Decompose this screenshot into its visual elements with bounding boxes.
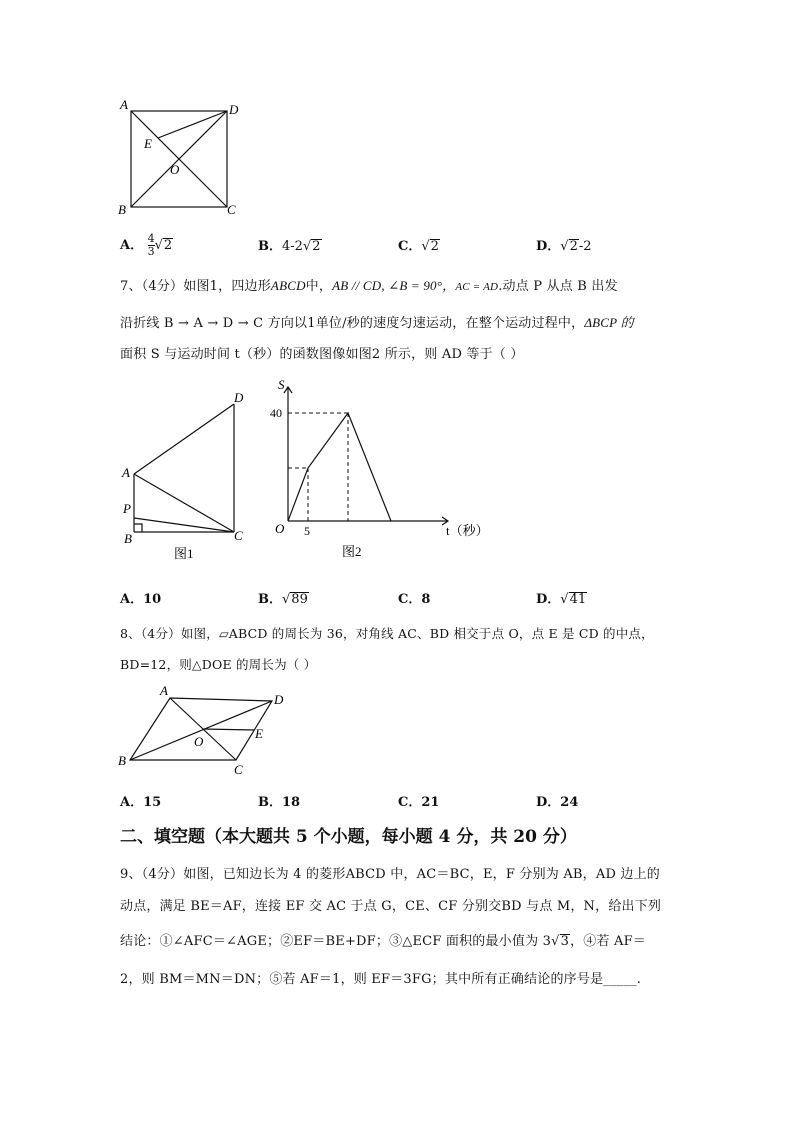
- q9-line-4: 2，则 BM＝MN＝DN；⑤若 AF＝1，则 EF＝3FG；其中所有正确结论的序号是_____.: [120, 972, 642, 987]
- q8-line-1: 8、（4分）如图，▱ABCD 的周长为 36，对角线 AC、BD 相交于点 O，点 E 是 CD 的中点，: [120, 626, 654, 641]
- q9-line-1: 9、（4分）如图，已知边长为 4 的菱形ABCD 中，AC＝BC，E，F 分别为 AB，AD 边上的: [120, 867, 660, 882]
- q8-label-a: A: [160, 683, 168, 698]
- section-2-title: 二、填空题（本大题共 5 个小题，每小题 4 分，共 20 分）: [120, 827, 577, 847]
- q8-option-d[interactable]: D．24: [536, 795, 579, 810]
- fig1-label-b: B: [124, 531, 132, 546]
- fig1-label-p: P: [123, 501, 131, 516]
- figure-2-graph: [270, 375, 490, 565]
- q8-label-b: B: [118, 753, 126, 768]
- label-c: C: [227, 202, 236, 217]
- q6-option-c[interactable]: C．√2: [398, 239, 439, 254]
- fig1-label-a: A: [122, 465, 130, 480]
- figure-square-abcd: [110, 90, 260, 220]
- q8-label-d: D: [274, 692, 284, 707]
- fig1-label-c: C: [234, 528, 243, 543]
- figure-parallelogram: [110, 680, 300, 780]
- q7-option-d[interactable]: D．√41: [536, 592, 587, 607]
- q9-line-2: 动点，满足 BE＝AF，连接 EF 交 AC 于点 G，CE、CF 分别交BD 与点 M，N，给出下列: [120, 899, 662, 914]
- q8-label-c: C: [234, 762, 243, 777]
- q6-option-d[interactable]: D．√2-2: [536, 239, 592, 254]
- fig1-label-d: D: [234, 390, 244, 405]
- q8-option-b[interactable]: B．18: [258, 795, 301, 810]
- q6-option-a[interactable]: A． $\frac{4}{3}$ √2: [120, 232, 173, 258]
- fig2-y-label: S: [278, 377, 285, 392]
- q8-option-a[interactable]: A．15: [120, 795, 162, 810]
- q7-line-2: 沿折线 B → A → D → C 方向以1单位/秒的速度匀速运动，在整个运动过程中，ΔBCP 的: [120, 315, 634, 331]
- fig2-x-label: t（秒）: [446, 523, 489, 538]
- fraction: $\frac{4}{3}$: [147, 232, 155, 258]
- q7-option-a[interactable]: A．10: [120, 592, 162, 607]
- q7-option-b[interactable]: B．√89: [258, 592, 308, 607]
- label-d: D: [229, 102, 239, 117]
- q8-label-o: O: [194, 734, 204, 749]
- q8-option-c[interactable]: C．21: [398, 795, 440, 810]
- q7-line-3: 面积 S 与运动时间 t（秒）的函数图像如图2 所示，则 AD 等于（ ）: [120, 347, 524, 362]
- fig2-origin: O: [275, 521, 285, 536]
- fig2-y-tick-40: 40: [270, 406, 282, 420]
- q9-line-3: 结论：①∠AFC＝∠AGE；②EF＝BE+DF；③△ECF 面积的最小值为 3√3，④若 AF＝: [120, 934, 647, 949]
- label-o: O: [170, 162, 180, 177]
- fig1-caption: 图1: [174, 546, 194, 561]
- label-e: E: [144, 136, 152, 151]
- q7-line-1: 7、（4分）如图1，四边形ABCD中，AB // CD, ∠B = 90°，AC = AD.动点 P 从点 B 出发: [120, 278, 618, 294]
- fig2-x-tick-5: 5: [304, 524, 310, 538]
- q6-option-b[interactable]: B．4-2√2: [258, 239, 321, 254]
- q8-label-e: E: [255, 726, 263, 741]
- q7-option-c[interactable]: C．8: [398, 592, 431, 607]
- q8-line-2: BD=12，则△DOE 的周长为（ ）: [120, 657, 317, 672]
- label-a: A: [120, 97, 128, 112]
- figure-1-quadrilateral: [110, 390, 260, 570]
- label-b: B: [118, 202, 126, 217]
- fig2-caption: 图2: [342, 544, 362, 559]
